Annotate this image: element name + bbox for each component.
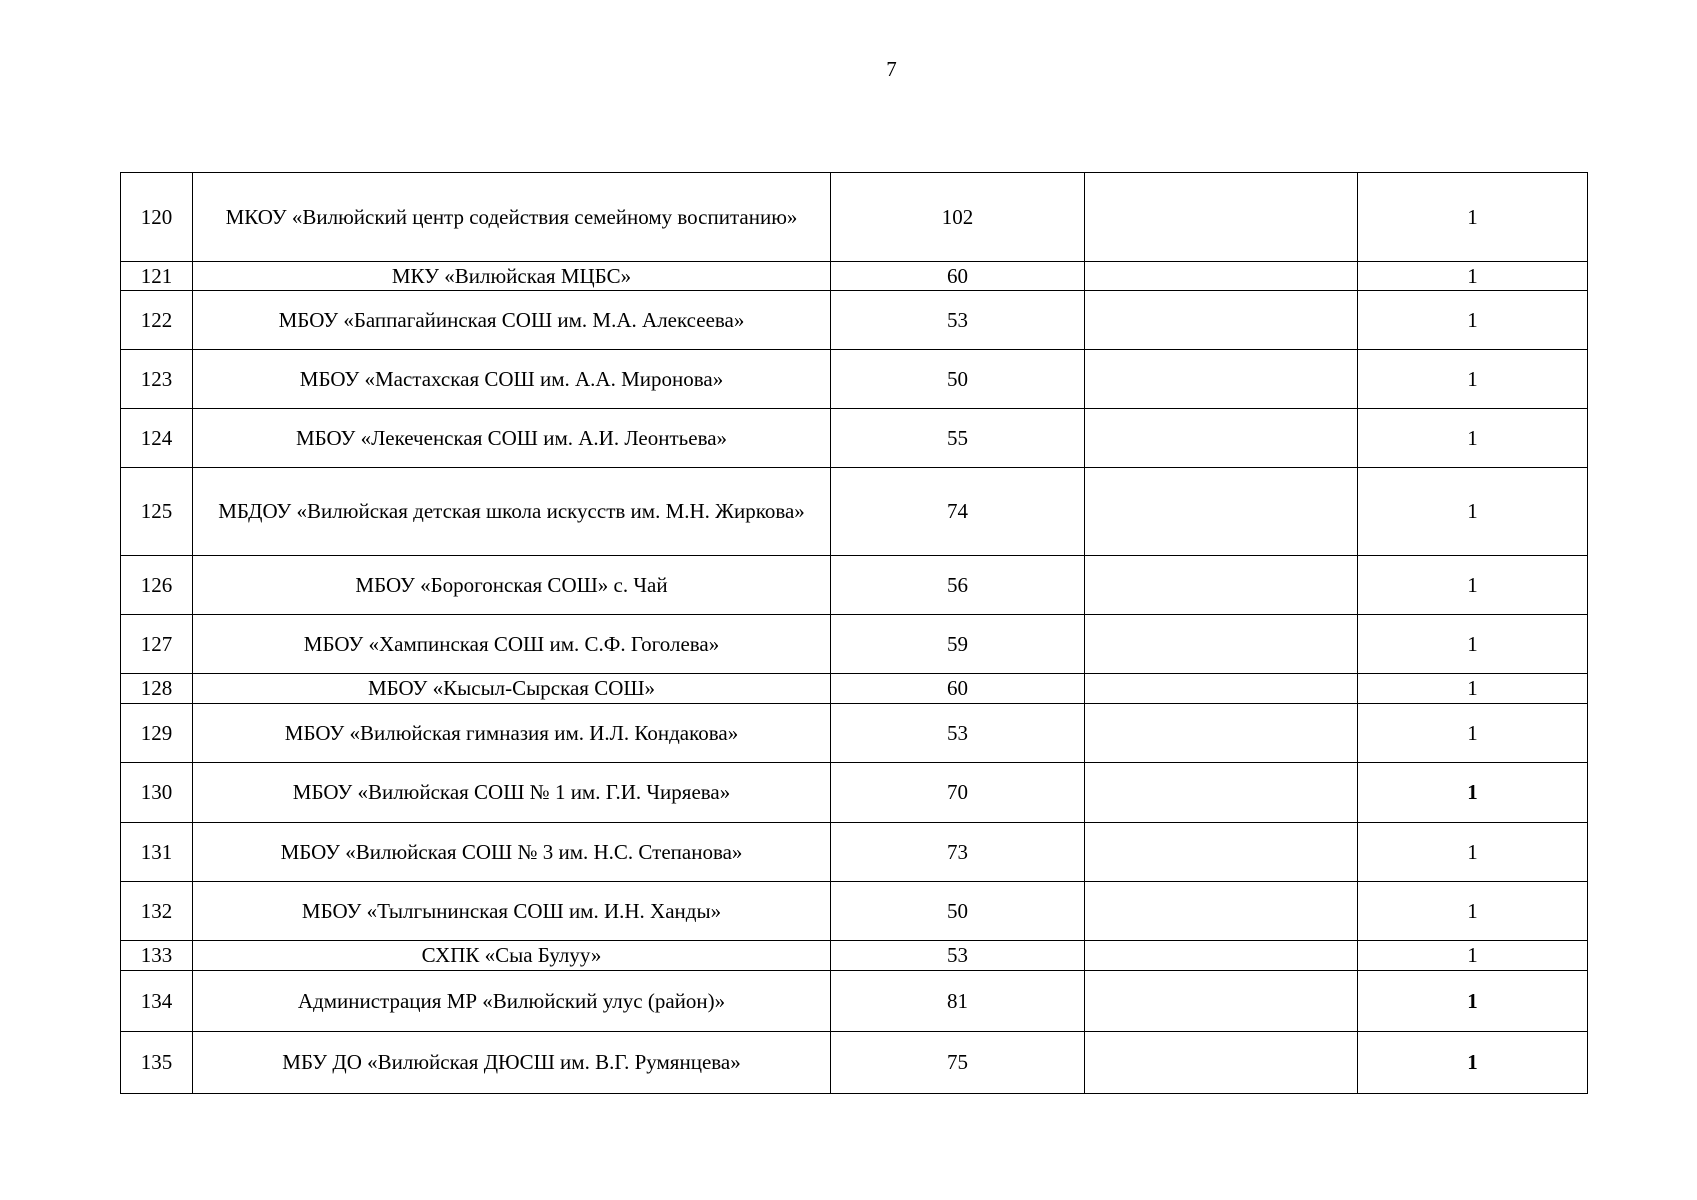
organization-cell: МБОУ «Хампинская СОШ им. С.Ф. Гоголева»: [193, 615, 831, 674]
count-cell: 1: [1358, 1032, 1588, 1094]
blank-cell: [1085, 763, 1358, 823]
table-row: [121, 882, 1588, 941]
table-row: [121, 615, 1588, 674]
organization-cell: МБДОУ «Вилюйская детская школа искусств им. М.Н. Жиркова»: [193, 468, 831, 556]
table-row: [121, 971, 1588, 1032]
table-row: [121, 173, 1588, 262]
row-number-cell: 121: [121, 262, 193, 291]
count-cell: 1: [1358, 615, 1588, 674]
blank-cell: [1085, 173, 1358, 262]
value-cell: 56: [831, 556, 1085, 615]
organization-cell: МБОУ «Вилюйская СОШ № 1 им. Г.И. Чиряева»: [193, 763, 831, 823]
organization-cell: МБОУ «Лекеченская СОШ им. А.И. Леонтьева»: [193, 409, 831, 468]
count-cell: 1: [1358, 941, 1588, 971]
count-cell: 1: [1358, 704, 1588, 763]
value-cell: 70: [831, 763, 1085, 823]
row-number-cell: 122: [121, 291, 193, 350]
page-number: 7: [886, 57, 897, 81]
count-cell: 1: [1358, 882, 1588, 941]
organization-cell: МБОУ «Кысыл-Сырская СОШ»: [193, 674, 831, 704]
table-body: [121, 173, 1588, 1094]
table-row: [121, 1032, 1588, 1094]
blank-cell: [1085, 556, 1358, 615]
count-cell: 1: [1358, 674, 1588, 704]
row-number-cell: 130: [121, 763, 193, 823]
table-row: [121, 262, 1588, 291]
organization-cell: МБОУ «Тылгынинская СОШ им. И.Н. Ханды»: [193, 882, 831, 941]
value-cell: 53: [831, 291, 1085, 350]
organization-cell: МБОУ «Вилюйская СОШ № 3 им. Н.С. Степанова»: [193, 823, 831, 882]
organization-cell: СХПК «Сыа Булуу»: [193, 941, 831, 971]
organization-cell: МБОУ «Мастахская СОШ им. А.А. Миронова»: [193, 350, 831, 409]
organization-cell: МБОУ «Баппагайинская СОШ им. М.А. Алексеева»: [193, 291, 831, 350]
table-row: [121, 350, 1588, 409]
blank-cell: [1085, 615, 1358, 674]
blank-cell: [1085, 468, 1358, 556]
value-cell: 74: [831, 468, 1085, 556]
table-row: [121, 763, 1588, 823]
table-row: [121, 704, 1588, 763]
blank-cell: [1085, 704, 1358, 763]
row-number-cell: 131: [121, 823, 193, 882]
table-row: [121, 556, 1588, 615]
value-cell: 75: [831, 1032, 1085, 1094]
count-cell: 1: [1358, 971, 1588, 1032]
blank-cell: [1085, 409, 1358, 468]
blank-cell: [1085, 971, 1358, 1032]
table-row: [121, 941, 1588, 971]
table-row: [121, 409, 1588, 468]
count-cell: 1: [1358, 556, 1588, 615]
row-number-cell: 120: [121, 173, 193, 262]
organization-cell: МБУ ДО «Вилюйская ДЮСШ им. В.Г. Румянцева»: [193, 1032, 831, 1094]
blank-cell: [1085, 1032, 1358, 1094]
organization-cell: Администрация МР «Вилюйский улус (район)»: [193, 971, 831, 1032]
row-number-cell: 123: [121, 350, 193, 409]
row-number-cell: 135: [121, 1032, 193, 1094]
value-cell: 60: [831, 674, 1085, 704]
count-cell: 1: [1358, 468, 1588, 556]
organization-cell: МБОУ «Борогонская СОШ» с. Чай: [193, 556, 831, 615]
count-cell: 1: [1358, 173, 1588, 262]
value-cell: 50: [831, 882, 1085, 941]
row-number-cell: 128: [121, 674, 193, 704]
row-number-cell: 134: [121, 971, 193, 1032]
value-cell: 102: [831, 173, 1085, 262]
blank-cell: [1085, 262, 1358, 291]
blank-cell: [1085, 674, 1358, 704]
blank-cell: [1085, 882, 1358, 941]
organization-cell: МБОУ «Вилюйская гимназия им. И.Л. Кондакова»: [193, 704, 831, 763]
value-cell: 81: [831, 971, 1085, 1032]
value-cell: 55: [831, 409, 1085, 468]
row-number-cell: 132: [121, 882, 193, 941]
blank-cell: [1085, 823, 1358, 882]
count-cell: 1: [1358, 823, 1588, 882]
organization-cell: МКУ «Вилюйская МЦБС»: [193, 262, 831, 291]
organization-cell: МКОУ «Вилюйский центр содействия семейному воспитанию»: [193, 173, 831, 262]
row-number-cell: 124: [121, 409, 193, 468]
count-cell: 1: [1358, 291, 1588, 350]
blank-cell: [1085, 941, 1358, 971]
table-row: [121, 291, 1588, 350]
row-number-cell: 126: [121, 556, 193, 615]
count-cell: 1: [1358, 350, 1588, 409]
table-row: [121, 674, 1588, 704]
value-cell: 53: [831, 941, 1085, 971]
row-number-cell: 125: [121, 468, 193, 556]
blank-cell: [1085, 291, 1358, 350]
value-cell: 53: [831, 704, 1085, 763]
row-number-cell: 127: [121, 615, 193, 674]
table-row: [121, 468, 1588, 556]
count-cell: 1: [1358, 409, 1588, 468]
row-number-cell: 133: [121, 941, 193, 971]
value-cell: 60: [831, 262, 1085, 291]
table-row: [121, 823, 1588, 882]
blank-cell: [1085, 350, 1358, 409]
count-cell: 1: [1358, 763, 1588, 823]
value-cell: 50: [831, 350, 1085, 409]
value-cell: 73: [831, 823, 1085, 882]
value-cell: 59: [831, 615, 1085, 674]
count-cell: 1: [1358, 262, 1588, 291]
row-number-cell: 129: [121, 704, 193, 763]
data-table: [120, 172, 1588, 1094]
